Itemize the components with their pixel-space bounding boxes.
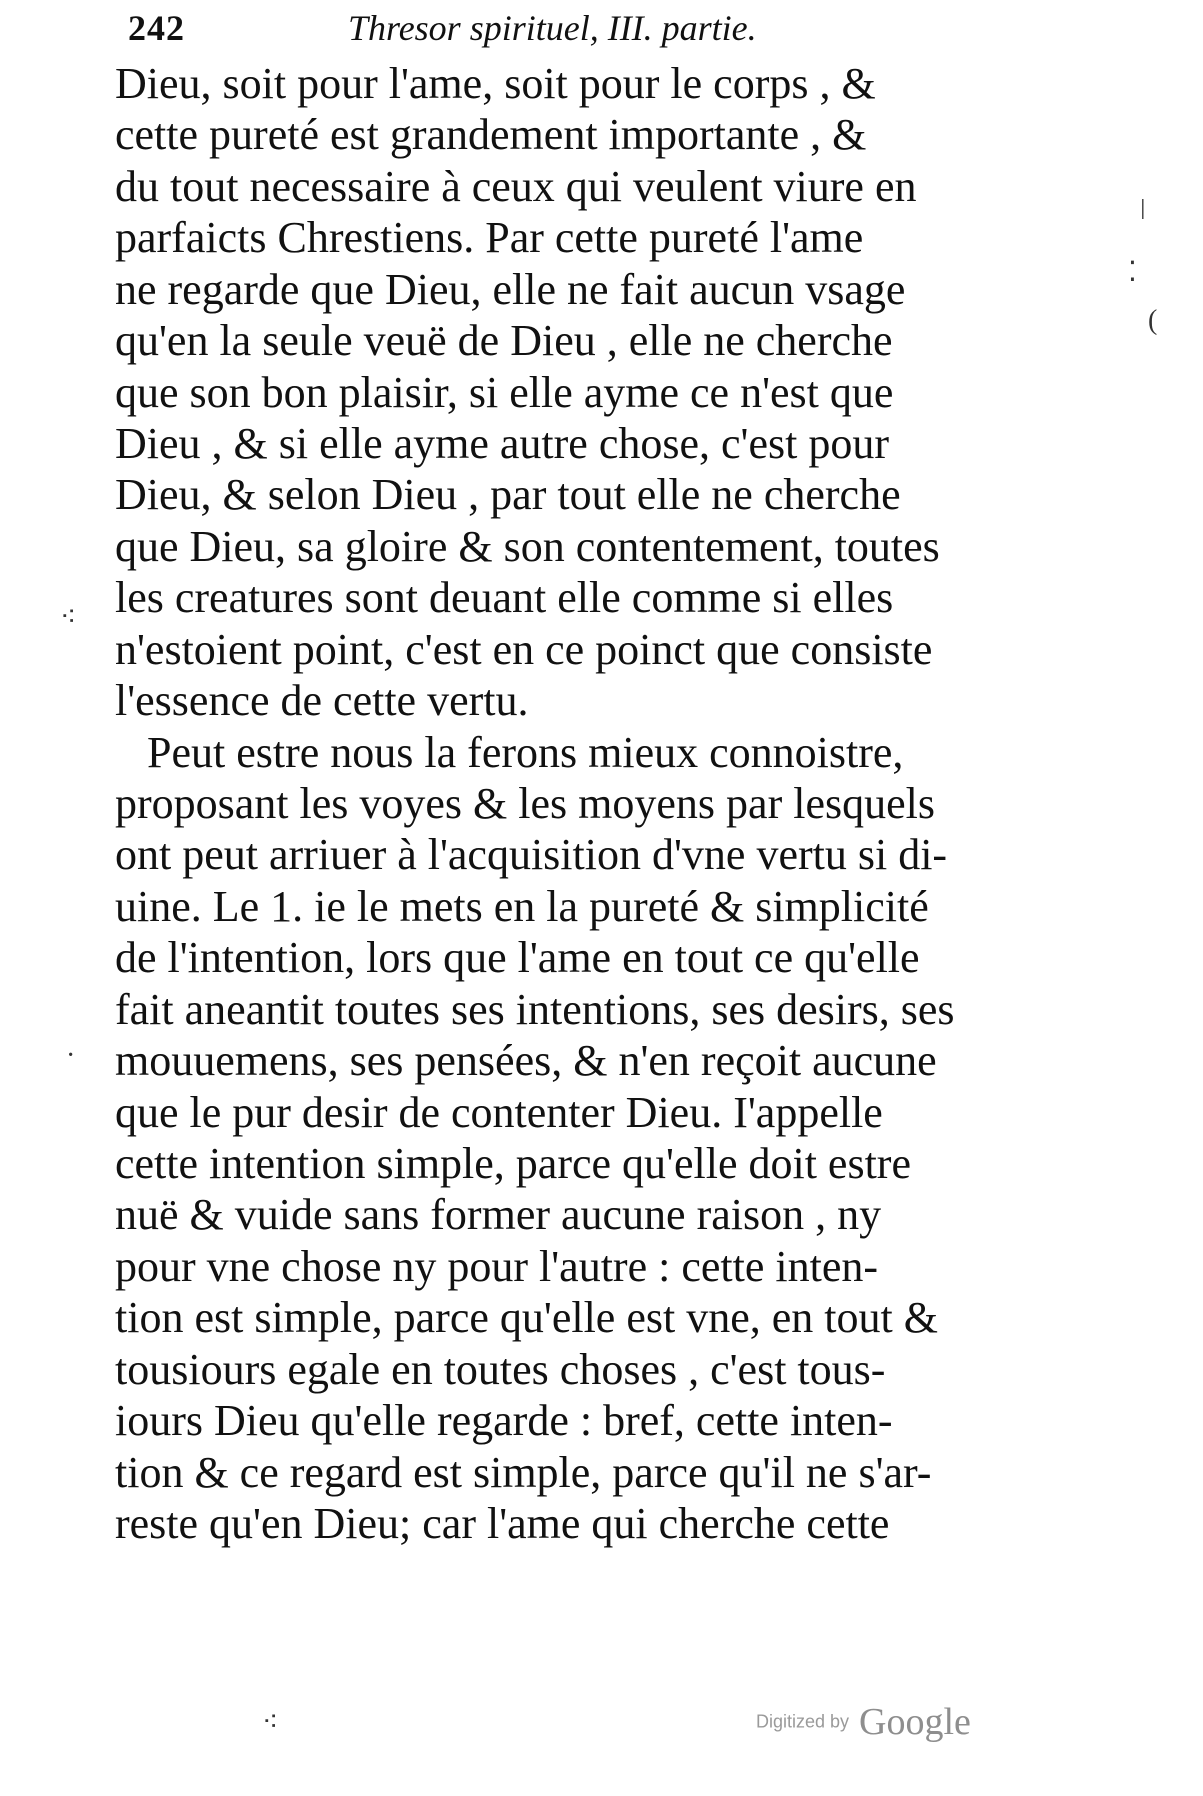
text-line: les creatures sont deuant elle comme si elles (115, 573, 894, 622)
margin-mark-icon: ⁖ (60, 602, 77, 633)
text-line: Peut estre nous la ferons mieux connoistre, (147, 728, 904, 777)
google-logo: Google (859, 1701, 971, 1743)
digitized-by-label: Digitized by (756, 1711, 850, 1732)
text-line: n'estoient point, c'est en ce poinct que consiste (115, 625, 933, 674)
margin-mark-icon: ( (1148, 305, 1158, 336)
text-line: cette pureté est grandement importante , & (115, 110, 867, 159)
text-line: tousiours egale en toutes choses , c'est tous- (115, 1345, 886, 1394)
text-line: cette intention simple, parce qu'elle doit estre (115, 1139, 911, 1188)
text-line: que le pur desir de contenter Dieu. I'appelle (115, 1088, 883, 1137)
text-line: proposant les voyes & les moyens par lesquels (115, 779, 935, 828)
text-line: ne regarde que Dieu, elle ne fait aucun vsage (115, 265, 906, 314)
text-line: Dieu, soit pour l'ame, soit pour le corps , & (115, 59, 876, 108)
text-line: parfaicts Chrestiens. Par cette pureté l'ame (115, 213, 864, 262)
text-line: tion est simple, parce qu'elle est vne, en tout & (115, 1293, 938, 1342)
text-line: que son bon plaisir, si elle ayme ce n'est que (115, 368, 894, 417)
text-line: reste qu'en Dieu; car l'ame qui cherche cette (115, 1499, 890, 1548)
text-line: tion & ce regard est simple, parce qu'il ne s'ar- (115, 1448, 932, 1497)
text-line: du tout necessaire à ceux qui veulent viure en (115, 162, 917, 211)
text-line: uine. Le 1. ie le mets en la pureté & simplicité (115, 882, 929, 931)
text-line: l'essence de cette vertu. (115, 676, 529, 725)
margin-mark-icon: ǀ (1140, 195, 1146, 226)
text-line: mouuemens, ses pensées, & n'en reçoit aucune (115, 1036, 937, 1085)
text-line: que Dieu, sa gloire & son contentement, toutes (115, 522, 940, 571)
text-line: Dieu, & selon Dieu , par tout elle ne cherche (115, 470, 901, 519)
page-header (128, 6, 948, 50)
text-line: Dieu , & si elle ayme autre chose, c'est pour (115, 419, 889, 468)
running-head: Thresor spirituel, III. partie. (348, 8, 757, 48)
margin-mark-icon: ⁖ (262, 1707, 279, 1738)
text-line: iours Dieu qu'elle regarde : bref, cette inten- (115, 1396, 893, 1445)
text-line: fait aneantit toutes ses intentions, ses desirs, ses (115, 985, 955, 1034)
page-number: 242 (128, 8, 185, 48)
text-line: de l'intention, lors que l'ame en tout ce qu'elle (115, 933, 920, 982)
digitization-footer (756, 1700, 971, 1744)
text-line: ont peut arriuer à l'acquisition d'vne vertu si di- (115, 830, 948, 879)
text-line: qu'en la seule veuë de Dieu , elle ne cherche (115, 316, 893, 365)
margin-mark-icon: ⁚ (1128, 257, 1137, 288)
margin-mark-icon: · (66, 1040, 76, 1071)
text-line: nuë & vuide sans former aucune raison , ny (115, 1190, 882, 1239)
text-line: pour vne chose ny pour l'autre : cette inten- (115, 1242, 878, 1291)
